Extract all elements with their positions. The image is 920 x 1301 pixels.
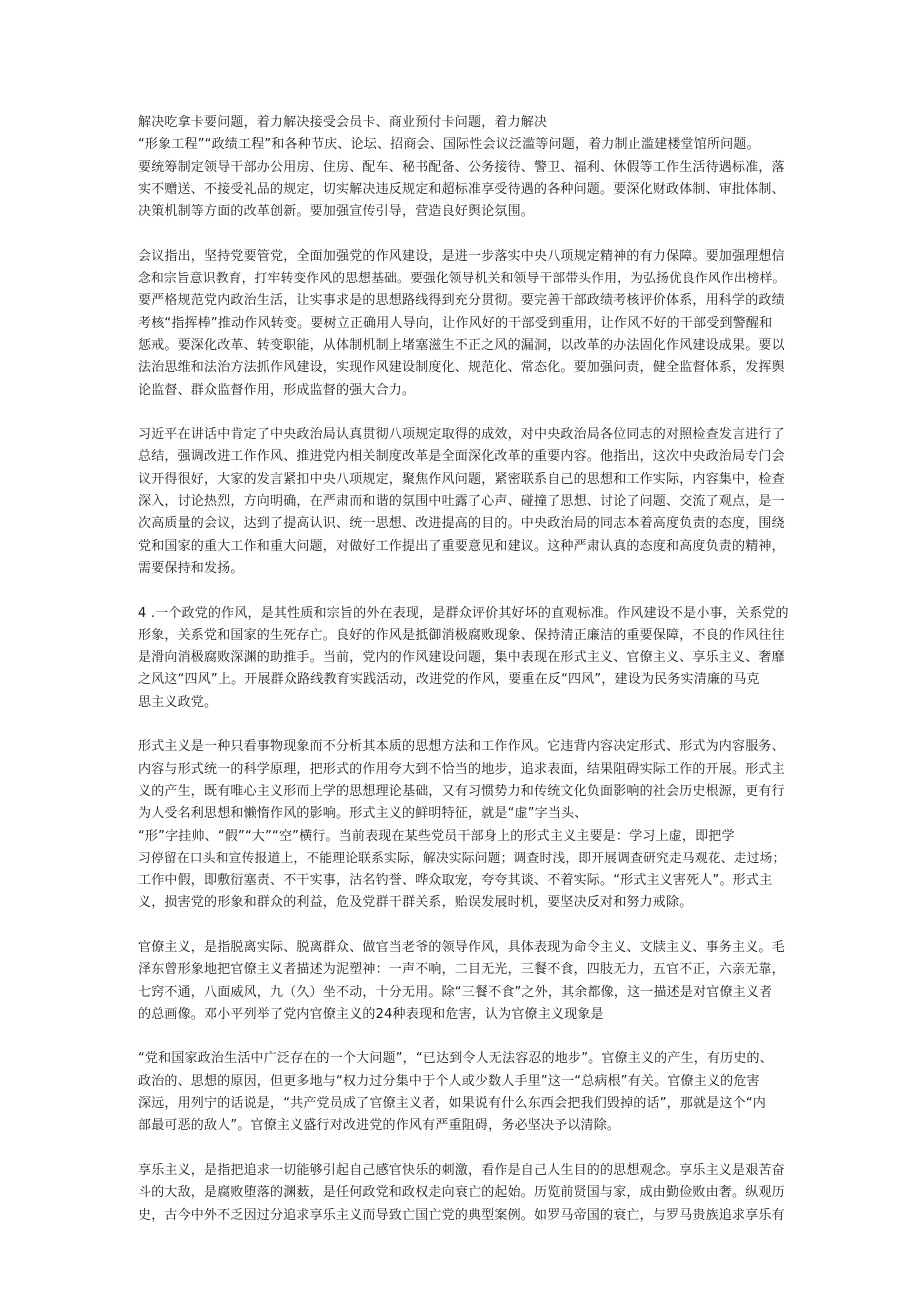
text-line: 需要保持和发扬。 (138, 560, 244, 576)
text-line: 之风这“四风”上。开展群众路线教育实践活动，改进党的作风，要重在反“四风”，建设为民务实清廉的马克 (138, 672, 760, 688)
text-line: 部最可恶的敌人”。官僚主义盛行对改进党的作风有严重阻碍，务必坚决予以清除。 (138, 1118, 621, 1134)
paragraph-1 (138, 112, 792, 223)
text-line: 形象，关系党和国家的生死存亡。良好的作风是抵御消极腐败现象、保持清正廉洁的重要保障，不良的作风往往 (138, 627, 785, 643)
paragraph-gap (138, 1026, 792, 1048)
paragraph-3 (138, 424, 792, 580)
text-line: 的总画像。邓小平列举了党内官僚主义的24种表现和危害，认为官僚主义现象是 (138, 1006, 604, 1022)
paragraph-4 (138, 603, 792, 714)
text-line: 习停留在口头和宣传报道上，不能理论联系实际，解决实际问题；调查时浅，即开展调查研究走马观花、走过场； (138, 850, 786, 866)
paragraph-gap (138, 714, 792, 736)
text-line: 官僚主义，是指脱离实际、脱离群众、做官当老爷的领导作风，具体表现为命令主义、文牍主义、事务主义。毛 (138, 939, 785, 955)
text-line: 决策机制等方面的改革创新。要加强宣传引导，营造良好舆论氛围。 (138, 204, 535, 220)
document-page (138, 112, 792, 1227)
text-line: 是滑向消极腐败深渊的助推手。当前，党内的作风建设问题，集中表现在形式主义、官僚主义、享乐主义、奢靡 (138, 650, 785, 666)
text-line: 七窍不通，八面威风，九（久）坐不动，十分无用。除“三餐不食”之外，其余都像，这一描述是对官僚主义者 (138, 984, 773, 1000)
paragraph-gap (138, 915, 792, 937)
text-line: 4 .一个政党的作风，是其性质和宗旨的外在表现，是群众评价其好坏的直观标准。作风建设不是小事，关系党的 (138, 605, 789, 621)
text-line: 斗的大敌，是腐败堕落的渊薮，是任何政党和政权走向衰亡的起始。历览前贤国与家，成由勤俭败由奢。纵观历 (138, 1185, 785, 1201)
text-line: 法治思维和法治方法抓作风建设，实现作风建设制度化、规范化、常态化。要加强问责，健全监督体系，发挥舆 (138, 360, 785, 376)
text-line: 议开得很好，大家的发言紧扣中央八项规定，聚焦作风问题，紧密联系自己的思想和工作实际，内容集中，检查 (138, 471, 785, 487)
text-line: 深入，讨论热烈，方向明确，在严肃而和谐的氛围中吐露了心声、碰撞了思想、讨论了问题、交流了观点，是一 (138, 494, 785, 510)
text-line: 次高质量的会议，达到了提高认识、统一思想、改进提高的目的。中央政治局的同志本着高度负责的态度，围绕 (138, 516, 785, 532)
paragraph-gap (138, 580, 792, 602)
paragraph-gap (138, 1138, 792, 1160)
text-line: 总结，强调改进工作作风、推进党内相关制度改革是全面深化改革的重要内容。他指出，这次中央政治局专门会 (138, 449, 785, 465)
text-line: 党和国家的重大工作和重大问题，对做好工作提出了重要意见和建议。这种严肃认真的态度和高度负责的精神， (138, 538, 785, 554)
text-line: 享乐主义，是指把追求一切能够引起自己感官快乐的刺激，看作是自己人生目的的思想观念。享乐主义是艰苦奋 (138, 1162, 785, 1178)
text-line: 考核“指挥棒”推动作风转变。要树立正确用人导向，让作风好的干部受到重用，让作风不好的干部受到警醒和 (138, 315, 773, 331)
text-line: 工作中假，即敷衍塞责、不干实事，沽名钓誉、哗众取宠，夸夸其谈、不着实际。“形式主义害死人”。形式主 (138, 873, 773, 889)
text-line: 内容与形式统一的科学原理，把形式的作用夸大到不恰当的地步，追求表面，结果阻碍实际工作的开展。形式主 (138, 761, 785, 777)
text-line: 要严格规范党内政治生活，让实事求是的思想路线得到充分贯彻。要完善干部政绩考核评价体系，用科学的政绩 (138, 293, 785, 309)
text-line: 政治的、思想的原因，但更多地与“权力过分集中于个人或少数人手里”这一“总病根”有关。官僚主义的危害 (138, 1073, 760, 1089)
text-line: 要统筹制定领导干部办公用房、住房、配车、秘书配备、公务接待、警卫、福利、休假等工作生活待遇标准，落 (138, 159, 785, 175)
text-line: 论监督、群众监督作用，形成监督的强大合力。 (138, 382, 416, 398)
text-line: 习近平在讲话中肯定了中央政治局认真贯彻八项规定取得的成效，对中央政治局各位同志的对照检查发言进行了 (138, 427, 785, 443)
paragraph-6 (138, 937, 792, 1026)
text-line: 义的产生，既有唯心主义形而上学的思想理论基础，又有习惯势力和传统文化负面影响的社会历史根源，更有行 (138, 783, 785, 799)
text-line: 会议指出，坚持党要管党，全面加强党的作风建设，是进一步落实中央八项规定精神的有力保障。要加强理想信 (138, 248, 785, 264)
text-line: 惩戒。要深化改革、转变职能，从体制机制上堵塞滋生不正之风的漏洞，以改革的办法固化作风建设成果。要以 (138, 337, 785, 353)
paragraph-5 (138, 736, 792, 914)
text-line: 思主义政党。 (138, 694, 218, 710)
text-line: 义，损害党的形象和群众的利益，危及党群干群关系，贻误发展时机，要坚决反对和努力戒除。 (138, 895, 693, 911)
text-line: 深远，用列宁的话说是，“共产党员成了官僚主义者，如果说有什么东西会把我们毁掉的话”，那就是这个“内 (138, 1096, 767, 1112)
text-line: “形象工程”“政绩工程”和各种节庆、论坛、招商会、国际性会议泛滥等问题，着力制止滥建楼堂馆所问题。 (138, 137, 760, 153)
text-line: 实不赠送、不接受礼品的规定，切实解决违反规定和超标准享受待遇的各种问题。要深化财政体制、审批体制、 (138, 181, 785, 197)
text-line: 泽东曾形象地把官僚主义者描述为泥塑神：一声不响，二目无光，三餐不食，四肢无力，五官不正，六亲无靠， (138, 962, 785, 978)
text-line: 史，古今中外不乏因过分追求享乐主义而导致亡国亡党的典型案例。如罗马帝国的衰亡，与罗马贵族追求享乐有 (138, 1207, 785, 1223)
text-line: 为人受名利思想和懒惰作风的影响。形式主义的鲜明特征，就是“虚”字当头、 (138, 806, 588, 822)
text-line: 念和宗旨意识教育，打牢转变作风的思想基础。要强化领导机关和领导干部带头作用，为弘扬优良作风作出榜样。 (138, 271, 786, 287)
paragraph-8 (138, 1160, 792, 1227)
text-line: “党和国家政治生活中广泛存在的一个大问题”，“已达到令人无法容忍的地步”。官僚主义的产生，有历史的、 (138, 1051, 773, 1067)
text-line: 解决吃拿卡要问题，着力解决接受会员卡、商业预付卡问题，着力解决 (138, 115, 548, 130)
paragraph-gap (138, 402, 792, 424)
text-line: “形”字挂帅、“假”“大”“空”横行。当前表现在某些党员干部身上的形式主义主要是：学习上虚，即把学 (138, 828, 735, 844)
text-line: 形式主义是一种只看事物现象而不分析其本质的思想方法和工作作风。它违背内容决定形式、形式为内容服务、 (138, 739, 785, 755)
paragraph-2 (138, 246, 792, 402)
paragraph-gap (138, 223, 792, 245)
paragraph-7 (138, 1048, 792, 1137)
